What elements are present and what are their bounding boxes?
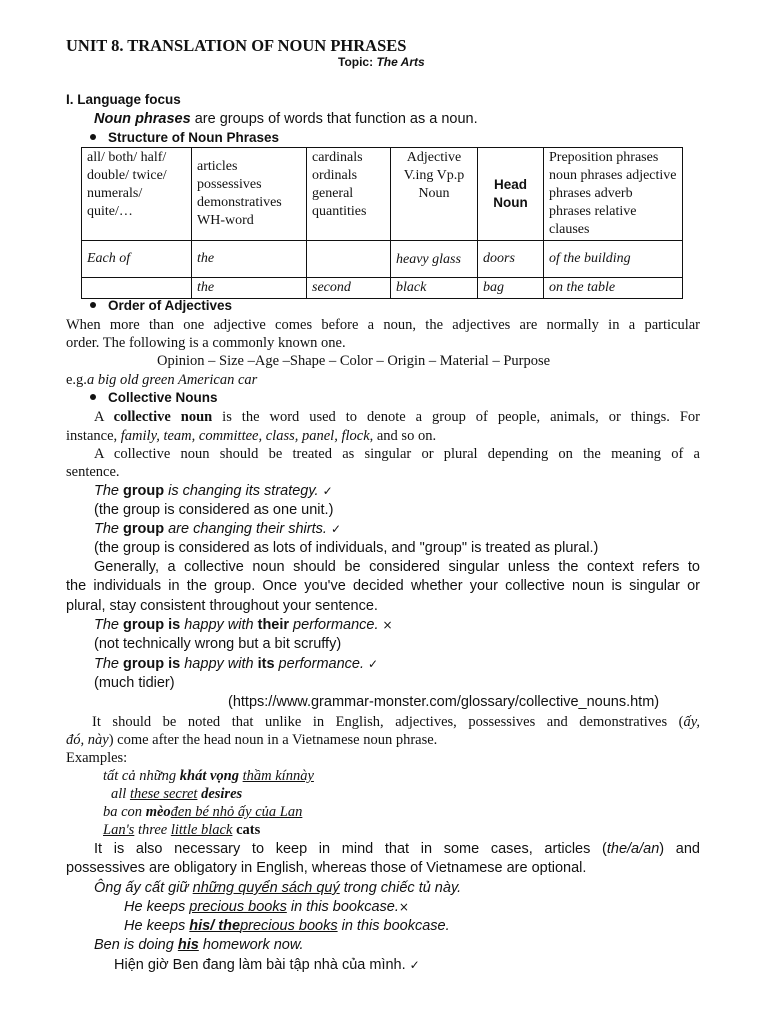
order-line-2: order. The following is a commonly known one. bbox=[66, 335, 346, 351]
examples-label: Examples: bbox=[66, 750, 128, 766]
collective-examples: family, team, committee, class, panel, flock bbox=[120, 428, 370, 444]
text-run: thầm kínnày bbox=[242, 768, 314, 784]
table-cell: of the building bbox=[544, 241, 683, 278]
intro-term: Noun phrases bbox=[94, 111, 191, 127]
text-run: The bbox=[94, 617, 124, 633]
text-run: group is bbox=[123, 617, 181, 633]
bullet-dot-icon bbox=[90, 394, 96, 400]
text-run: happy with bbox=[180, 656, 258, 672]
text-run: performance. bbox=[289, 617, 383, 633]
text-run: his bbox=[177, 937, 199, 953]
bullet-dot-icon bbox=[90, 302, 96, 308]
bullet-collective bbox=[90, 389, 218, 407]
table-cell: second bbox=[307, 278, 391, 299]
text-run: mèo bbox=[145, 804, 171, 820]
text-run: is changing its strategy. bbox=[164, 483, 323, 499]
text-run: khát vọng bbox=[179, 768, 239, 784]
text-run: little black bbox=[170, 822, 233, 838]
collective-para-3-line-3: plural, stay consistent throughout your sentence. bbox=[66, 598, 378, 614]
table-header-cell: articles possessives demonstratives WH-word bbox=[192, 148, 307, 241]
topic-value: The Arts bbox=[376, 55, 425, 69]
collective-para-3-line-1: Generally, a collective noun should be considered singular unless the context refers to bbox=[94, 559, 700, 575]
example-group-singular-note: (the group is considered as one unit.) bbox=[94, 502, 334, 518]
text-run: ) and bbox=[659, 841, 700, 857]
text-run: their bbox=[257, 617, 290, 633]
en-example-2 bbox=[103, 821, 260, 839]
collective-para-2-line-1: A collective noun should be treated as singular or plural depending on the meaning of a bbox=[94, 446, 700, 462]
example-group-singular bbox=[94, 482, 333, 500]
cross-icon: × bbox=[398, 900, 409, 914]
table-header-cell: all/ both/ half/ double/ twice/ numerals/ quite/… bbox=[82, 148, 192, 241]
text-run: homework now. bbox=[198, 937, 304, 953]
text-run: những quyển sách quý bbox=[192, 880, 340, 896]
text-run: Ông ấy cất giữ bbox=[94, 880, 193, 896]
bullet-structure-label: Structure of Noun Phrases bbox=[108, 130, 280, 145]
table-header-cell: Preposition phrases noun phrases adjective phrases adverb phrases relative clauses bbox=[544, 148, 683, 241]
text-run: group bbox=[123, 521, 165, 537]
text-run: đó, này bbox=[66, 732, 109, 748]
topic-line bbox=[338, 55, 425, 69]
text-run: He keeps bbox=[124, 918, 190, 934]
vi-example-2 bbox=[103, 803, 302, 821]
text-run: ) come after the head noun in a Vietnamese noun phrase. bbox=[108, 732, 438, 748]
text-run: trong chiếc tủ này. bbox=[339, 880, 462, 896]
text-run: The bbox=[94, 656, 124, 672]
collective-para-1-line-1 bbox=[66, 408, 700, 426]
text-run: cats bbox=[236, 822, 261, 838]
text-run: Lan's bbox=[103, 822, 135, 838]
en-example-5 bbox=[94, 936, 304, 954]
vi-example-1 bbox=[103, 767, 314, 785]
collective-para-2-line-2: sentence. bbox=[66, 464, 120, 480]
text-run: ba con bbox=[103, 804, 146, 820]
table-cell bbox=[82, 278, 192, 299]
table-row bbox=[82, 241, 683, 278]
text-run: tất cả những bbox=[103, 768, 180, 784]
text-run: đen bé nhỏ ấy của Lan bbox=[170, 804, 303, 820]
table-cell bbox=[307, 241, 391, 278]
text-run: precious books bbox=[240, 918, 338, 934]
text-run: three bbox=[134, 822, 171, 838]
example-its-performance bbox=[94, 655, 378, 673]
unit-title: UNIT 8. TRANSLATION OF NOUN PHRASES bbox=[66, 36, 407, 55]
table-cell: the bbox=[192, 278, 307, 299]
collective-para-3-line-2: the individuals in the group. Once you've decided whether your collective noun is singular or bbox=[66, 578, 700, 594]
example-group-plural bbox=[94, 520, 341, 538]
table-cell: Each of bbox=[82, 241, 192, 278]
example-their-performance bbox=[94, 616, 393, 634]
text-run: It is also necessary to keep in mind that in some cases, articles ( bbox=[94, 841, 607, 857]
section-heading-language-focus: I. Language focus bbox=[66, 92, 181, 107]
table-header-cell: cardinals ordinals general quantities bbox=[307, 148, 391, 241]
noun-phrase-structure-table bbox=[81, 147, 683, 299]
intro-rest: are groups of words that function as a noun. bbox=[190, 111, 478, 127]
text-run: is the word used to denote a group of people, animals, or things. For bbox=[212, 409, 700, 425]
bullet-collective-label: Collective Nouns bbox=[108, 390, 218, 405]
text-run: are changing their shirts. bbox=[164, 521, 331, 537]
text-run: group is bbox=[123, 656, 181, 672]
text-run: A bbox=[94, 409, 114, 425]
en-example-3 bbox=[124, 898, 409, 916]
bullet-order-label: Order of Adjectives bbox=[108, 298, 233, 313]
example-group-plural-note: (the group is considered as lots of individuals, and "group" is treated as plural.) bbox=[94, 540, 599, 556]
example-its-note: (much tidier) bbox=[94, 675, 175, 691]
table-cell: bag bbox=[478, 278, 544, 299]
collective-noun-term: collective noun bbox=[113, 409, 213, 425]
en-example-1 bbox=[111, 785, 242, 803]
text-run: Ben is doing bbox=[94, 937, 178, 953]
text-run: happy with bbox=[180, 617, 258, 633]
text-run: desires bbox=[201, 786, 243, 802]
table-cell: black bbox=[391, 278, 478, 299]
text-run: in this bookcase. bbox=[286, 899, 399, 915]
adjective-order-sequence: Opinion – Size –Age –Shape – Color – Origin – Material – Purpose bbox=[157, 353, 551, 369]
intro-line bbox=[94, 110, 478, 128]
example-their-note: (not technically wrong but a bit scruffy) bbox=[94, 636, 342, 652]
text-run: these secret bbox=[129, 786, 198, 802]
text-run: group bbox=[123, 483, 165, 499]
bullet-order bbox=[90, 297, 232, 315]
order-example bbox=[66, 371, 257, 389]
articles-para-line-2: possessives are obligatory in English, whereas those of Vietnamese are optional. bbox=[66, 860, 587, 876]
vietnamese-para-line-2 bbox=[66, 731, 437, 749]
vi-example-3 bbox=[94, 879, 461, 897]
text-run: The bbox=[94, 521, 124, 537]
text-run: in this bookcase. bbox=[337, 918, 450, 934]
table-cell: on the table bbox=[544, 278, 683, 299]
table-cell: doors bbox=[478, 241, 544, 278]
text-run: all bbox=[111, 786, 130, 802]
text-run: He keeps bbox=[124, 899, 190, 915]
table-header-row bbox=[82, 148, 683, 241]
order-line-1: When more than one adjective comes before a noun, the adjectives are normally in a particular bbox=[66, 317, 700, 333]
example-prefix: e.g. bbox=[66, 372, 87, 388]
vi-example-5 bbox=[114, 956, 420, 974]
text-run: ấy, bbox=[683, 714, 700, 730]
cross-icon: × bbox=[382, 618, 393, 632]
text-run: The bbox=[94, 483, 124, 499]
text-run: instance, bbox=[66, 428, 121, 444]
text-run: precious books bbox=[189, 899, 287, 915]
check-icon: ✓ bbox=[322, 484, 333, 498]
text-run: performance. bbox=[274, 656, 369, 672]
text-run: Hiện giờ Ben đang làm bài tập nhà của mình. bbox=[114, 957, 410, 973]
articles-para-line-1 bbox=[66, 840, 700, 858]
topic-label: Topic: bbox=[338, 55, 374, 69]
table-header-cell-head-noun: Head Noun bbox=[478, 148, 544, 241]
text-run: It should be noted that unlike in English, adjectives, possessives and demonstratives ( bbox=[92, 714, 684, 730]
table-row bbox=[82, 278, 683, 299]
text-run: the/a/an bbox=[606, 841, 660, 857]
source-citation: (https://www.grammar-monster.com/glossary/collective_nouns.htm) bbox=[228, 694, 660, 710]
collective-para-1-line-2 bbox=[66, 427, 436, 445]
vietnamese-para-line-1 bbox=[66, 713, 700, 731]
bullet-structure bbox=[90, 129, 279, 147]
text-run: its bbox=[257, 656, 275, 672]
check-icon: ✓ bbox=[368, 657, 379, 671]
example-text: a big old green American car bbox=[86, 372, 258, 388]
text-run: , and so on. bbox=[369, 428, 437, 444]
check-icon: ✓ bbox=[330, 522, 341, 536]
table-cell: heavy glass bbox=[391, 241, 478, 278]
check-icon: ✓ bbox=[409, 958, 420, 972]
table-header-cell: Adjective V.ing Vp.p Noun bbox=[391, 148, 478, 241]
text-run: his/ the bbox=[189, 918, 241, 934]
en-example-4 bbox=[124, 917, 450, 935]
table-cell: the bbox=[192, 241, 307, 278]
bullet-dot-icon bbox=[90, 134, 96, 140]
